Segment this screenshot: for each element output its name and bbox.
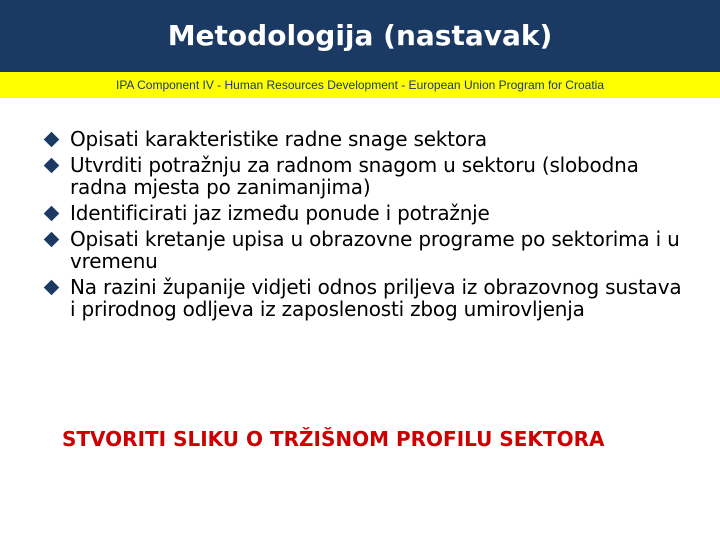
bullet-text: Utvrditi potražnju za radnom snagom u sektoru (slobodna radna mjesta po zanimanjima)	[70, 153, 639, 199]
diamond-icon	[44, 206, 60, 222]
bullet-item	[42, 202, 682, 224]
diamond-icon	[44, 132, 60, 148]
bullet-text: Na razini županije vidjeti odnos priljeva iz obrazovnog sustava i prirodnog odljeva iz zaposlenosti zbog umirovljenja	[70, 275, 682, 321]
bullet-text: Opisati kretanje upisa u obrazovne programe po sektorima i u vremenu	[70, 227, 680, 273]
bullet-item	[42, 228, 682, 272]
diamond-icon	[44, 232, 60, 248]
bullet-text: Opisati karakteristike radne snage sektora	[70, 127, 487, 151]
bullet-list	[42, 128, 682, 324]
diamond-icon	[44, 158, 60, 174]
bullet-item	[42, 154, 682, 198]
slide-subtitle: IPA Component IV - Human Resources Development - European Union Program for Croatia	[115, 78, 604, 92]
bullet-item	[42, 276, 682, 320]
conclusion-text: STVORITI SLIKU O TRŽIŠNOM PROFILU SEKTORA	[62, 427, 605, 451]
bullet-text: Identificirati jaz između ponude i potražnje	[70, 201, 490, 225]
bullet-item	[42, 128, 682, 150]
diamond-icon	[44, 280, 60, 296]
slide-title: Metodologija (nastavak)	[167, 19, 553, 52]
